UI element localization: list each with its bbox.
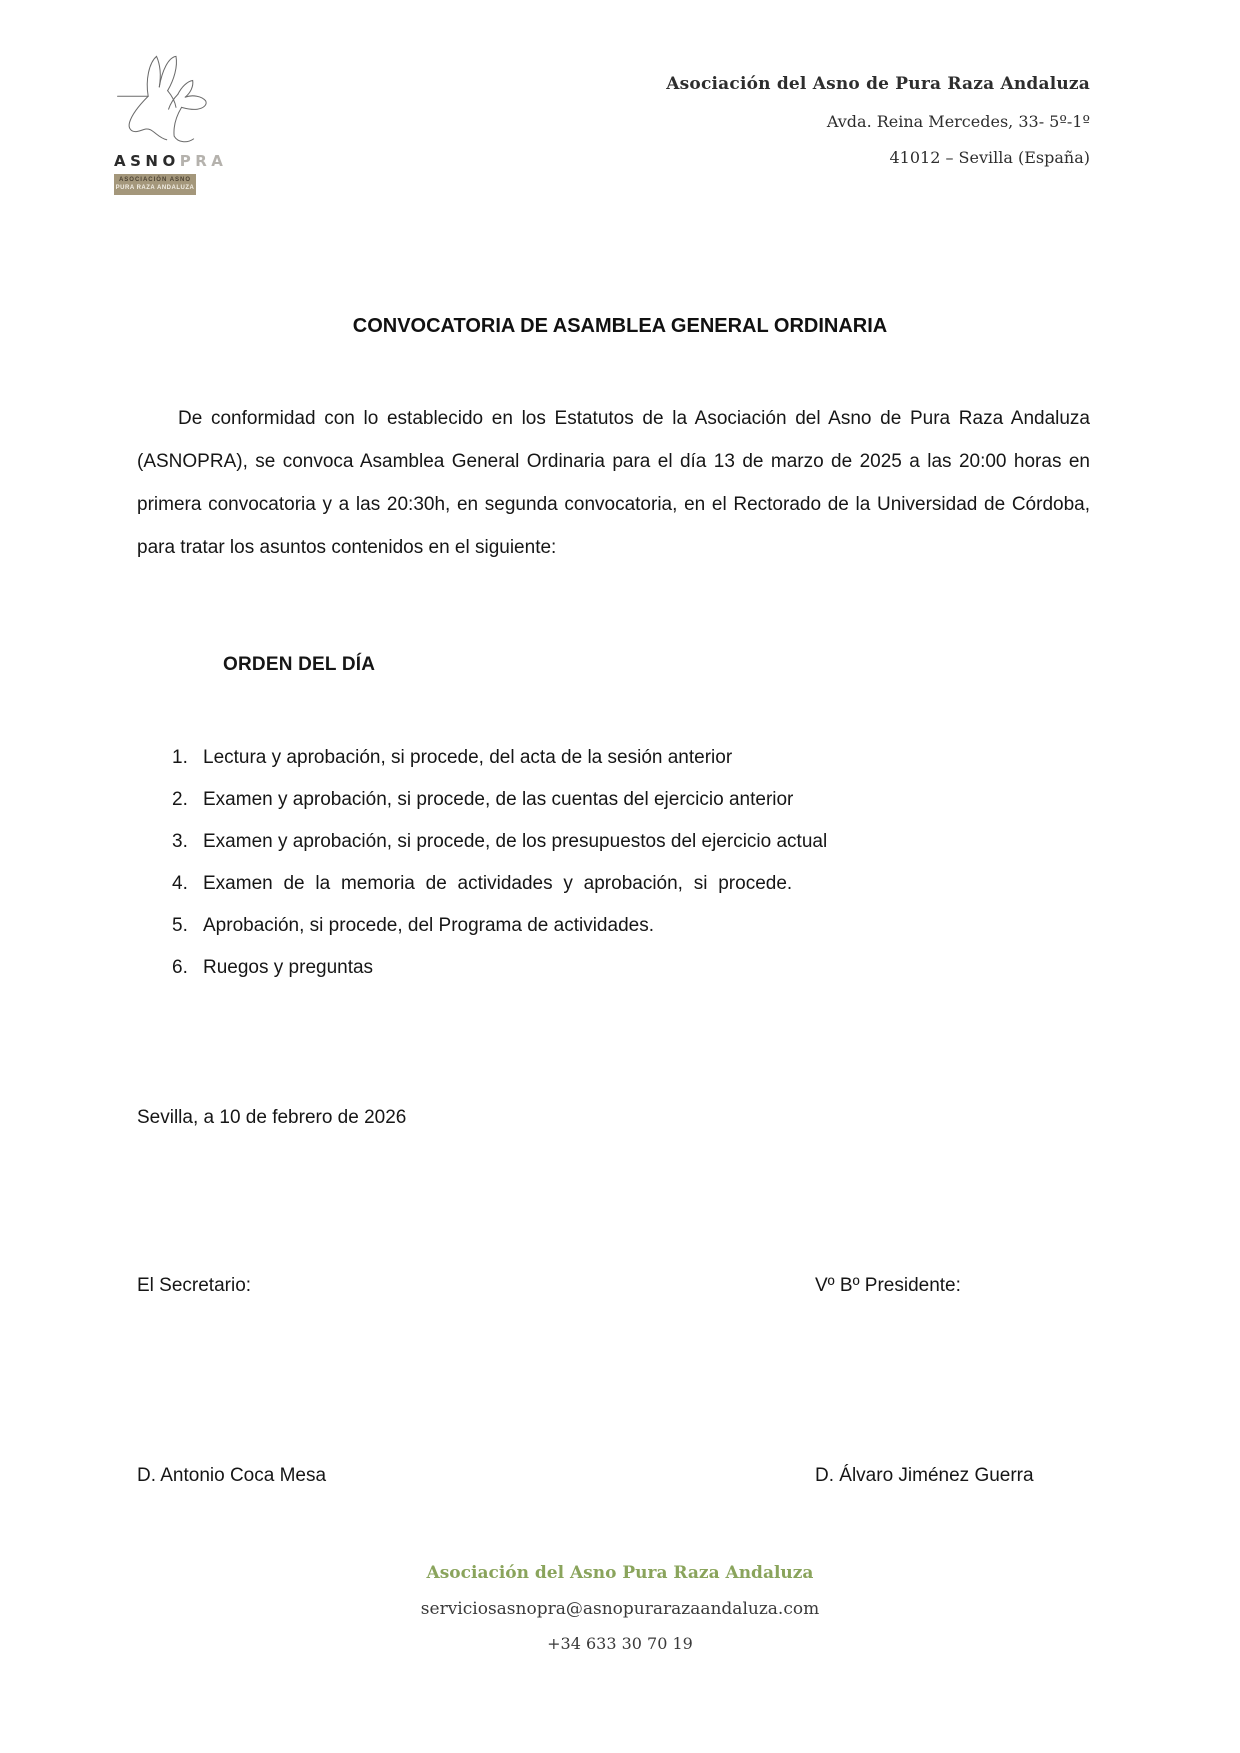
agenda-item-text: Examen y aprobación, si procede, de las cuentas del ejercicio anterior <box>203 789 794 810</box>
footer-email: serviciosasnopra@asnopurarazaandaluza.com <box>420 1599 820 1619</box>
signature-role-president: Vº Bº Presidente: <box>815 1275 961 1296</box>
agenda-item-number: 3. <box>172 831 188 852</box>
agenda-item-number: 5. <box>172 915 188 936</box>
letterhead-street-address: Avda. Reina Mercedes, 33- 5º-1º <box>826 112 1090 131</box>
intro-paragraph: De conformidad con lo establecido en los Estatutos de la Asociación del Asno de Pura Raza Andaluza (ASNOPRA), se convoca Asamblea General Ordinaria para el día 13 de marzo de 2025 a las 20:00 horas en primera convocatoria y a las 20:30h, en segunda convocatoria, en el Rectorado de la Universidad de Córdoba, para tratar los asuntos contenidos en el siguiente: <box>137 408 1090 558</box>
agenda-list <box>172 737 1112 989</box>
agenda-item-4 <box>172 863 1112 905</box>
agenda-item-6 <box>172 947 1112 989</box>
page-footer <box>0 1563 1240 1653</box>
brand-pra: PRA <box>179 152 228 170</box>
logo-tagline-line2: PURA RAZA ANDALUZA <box>115 184 195 191</box>
letterhead-city-address: 41012 – Sevilla (España) <box>889 148 1090 167</box>
agenda-item-3 <box>172 821 1112 863</box>
agenda-item-number: 2. <box>172 789 188 810</box>
logo-tagline-bar <box>114 174 196 195</box>
footer-phone: +34 633 30 70 19 <box>547 1634 693 1653</box>
brand-wordmark <box>114 152 228 170</box>
footer-org-name: Asociación del Asno Pura Raza Andaluza <box>426 1563 814 1583</box>
letterhead-org-name: Asociación del Asno de Pura Raza Andaluza <box>666 74 1090 94</box>
agenda-item-text: Aprobación, si procede, del Programa de actividades. <box>203 915 654 936</box>
agenda-item-2 <box>172 779 1112 821</box>
agenda-item-5 <box>172 905 1112 947</box>
brand-asno: ASNO <box>114 152 180 170</box>
agenda-item-number: 4. <box>172 873 188 894</box>
signature-name-secretary: D. Antonio Coca Mesa <box>137 1465 327 1486</box>
asnopra-logo <box>108 48 228 195</box>
letterhead-address-block <box>666 74 1090 167</box>
agenda-item-1 <box>172 737 1112 779</box>
donkeys-line-art-icon <box>116 48 228 150</box>
document-title: CONVOCATORIA DE ASAMBLEA GENERAL ORDINARIA <box>352 315 888 337</box>
agenda-item-number: 6. <box>172 957 188 978</box>
agenda-item-text: Ruegos y preguntas <box>203 957 374 978</box>
agenda-item-text: Examen y aprobación, si procede, de los presupuestos del ejercicio actual <box>203 831 828 852</box>
signature-name-president: D. Álvaro Jiménez Guerra <box>815 1465 1034 1486</box>
agenda-item-text: Examen de la memoria de actividades y aprobación, si procede. <box>203 873 793 894</box>
agenda-item-text: Lectura y aprobación, si procede, del acta de la sesión anterior <box>203 747 733 768</box>
agenda-heading: ORDEN DEL DÍA <box>223 654 376 675</box>
logo-tagline-line1: ASOCIACIÓN ASNO <box>118 177 192 183</box>
date-line: Sevilla, a 10 de febrero de 2026 <box>137 1107 407 1128</box>
agenda-item-number: 1. <box>172 747 188 768</box>
signature-role-secretary: El Secretario: <box>137 1275 252 1296</box>
